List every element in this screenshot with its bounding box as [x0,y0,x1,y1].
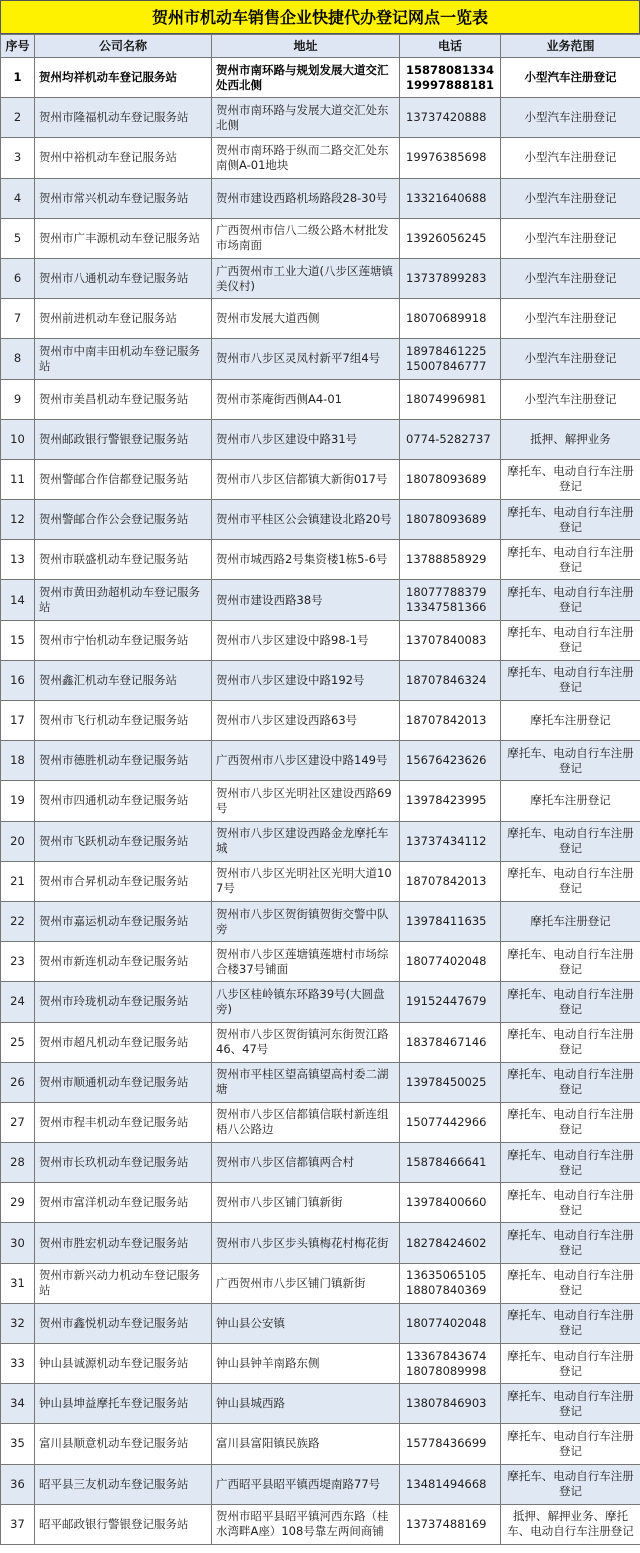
cell-address: 广西贺州市信八二级公路木材批发市场南面 [212,218,400,258]
cell-scope: 摩托车、电动自行车注册登记 [501,942,640,982]
cell-no: 27 [1,1102,35,1142]
table-row [1,98,640,138]
cell-address: 贺州市八步区步头镇梅花村梅花街 [212,1223,400,1263]
cell-no: 26 [1,1062,35,1102]
cell-scope: 摩托车、电动自行车注册登记 [501,741,640,781]
cell-address: 贺州市建设西路38号 [212,580,400,620]
cell-company: 贺州市长玖机动车登记服务站 [35,1143,212,1183]
cell-scope: 摩托车、电动自行车注册登记 [501,620,640,660]
cell-phone: 19976385698 [400,138,501,178]
cell-address: 广西贺州市八步区铺门镇新街 [212,1263,400,1303]
cell-phone: 13788858929 [400,540,501,580]
cell-phone: 13321640688 [400,178,501,218]
cell-phone: 13807846903 [400,1384,501,1424]
cell-company: 贺州警邮合作公会登记服务站 [35,500,212,540]
cell-address: 贺州市八步区光明社区建设西路69号 [212,781,400,821]
cell-company: 昭平邮政银行警银登记服务站 [35,1504,212,1544]
cell-phone: 15778436699 [400,1424,501,1464]
cell-no: 6 [1,258,35,298]
cell-address: 贺州市八步区建设西路63号 [212,701,400,741]
cell-address: 贺州市茶庵街西侧A4-01 [212,379,400,419]
cell-company: 贺州市程丰机动车登记服务站 [35,1102,212,1142]
table-row [1,861,640,901]
cell-scope: 摩托车、电动自行车注册登记 [501,660,640,700]
cell-scope: 摩托车、电动自行车注册登记 [501,1102,640,1142]
table-row [1,419,640,459]
cell-company: 钟山县诚源机动车登记服务站 [35,1344,212,1384]
cell-company: 贺州市玲珑机动车登记服务站 [35,982,212,1022]
cell-address: 贺州市八步区建设中路98-1号 [212,620,400,660]
cell-company: 贺州邮政银行警银登记服务站 [35,419,212,459]
header-company: 公司名称 [35,35,212,58]
cell-no: 23 [1,942,35,982]
table-header-row [1,35,640,58]
cell-company: 贺州市富洋机动车登记服务站 [35,1183,212,1223]
cell-company: 贺州市顺通机动车登记服务站 [35,1062,212,1102]
cell-scope: 小型汽车注册登记 [501,138,640,178]
cell-phone: 13978450025 [400,1062,501,1102]
cell-phone: 0774-5282737 [400,419,501,459]
cell-phone: 13737420888 [400,98,501,138]
table-row [1,58,640,98]
cell-company: 贺州均祥机动车登记服务站 [35,58,212,98]
cell-address: 贺州市发展大道西侧 [212,299,400,339]
cell-no: 7 [1,299,35,339]
cell-address: 贺州市八步区信都镇信联村新连组梧八公路边 [212,1102,400,1142]
cell-phone: 15676423626 [400,741,501,781]
cell-no: 25 [1,1022,35,1062]
cell-scope: 摩托车、电动自行车注册登记 [501,500,640,540]
cell-scope: 小型汽车注册登记 [501,299,640,339]
cell-no: 5 [1,218,35,258]
cell-phone: 18078093689 [400,500,501,540]
cell-scope: 小型汽车注册登记 [501,379,640,419]
cell-address: 贺州市南环路与规划发展大道交汇处西北侧 [212,58,400,98]
cell-no: 20 [1,821,35,861]
cell-phone: 18978461225 15007846777 [400,339,501,379]
table-row [1,138,640,178]
cell-phone: 18070689918 [400,299,501,339]
cell-no: 4 [1,178,35,218]
cell-no: 37 [1,1504,35,1544]
table-row [1,178,640,218]
cell-no: 24 [1,982,35,1022]
cell-scope: 小型汽车注册登记 [501,218,640,258]
cell-company: 贺州市四通机动车登记服务站 [35,781,212,821]
cell-phone: 13367843674 18078089998 [400,1344,501,1384]
cell-address: 贺州市南环路与发展大道交汇处东北侧 [212,98,400,138]
table-row [1,580,640,620]
cell-address: 贺州市八步区信都镇大新街017号 [212,459,400,499]
cell-no: 34 [1,1384,35,1424]
cell-company: 贺州警邮合作信都登记服务站 [35,459,212,499]
cell-scope: 摩托车、电动自行车注册登记 [501,1183,640,1223]
cell-address: 贺州市八步区信都镇两合村 [212,1143,400,1183]
cell-company: 贺州市宁怡机动车登记服务站 [35,620,212,660]
cell-company: 贺州市八通机动车登记服务站 [35,258,212,298]
table-row [1,1183,640,1223]
table-row [1,741,640,781]
cell-company: 贺州市新连机动车登记服务站 [35,942,212,982]
cell-company: 贺州市嘉运机动车登记服务站 [35,901,212,941]
cell-no: 12 [1,500,35,540]
cell-company: 贺州市胜宏机动车登记服务站 [35,1223,212,1263]
cell-address: 钟山县钟羊南路东侧 [212,1344,400,1384]
cell-phone: 13635065105 18807840369 [400,1263,501,1303]
table-row [1,218,640,258]
cell-no: 29 [1,1183,35,1223]
cell-scope: 摩托车、电动自行车注册登记 [501,540,640,580]
table-row [1,781,640,821]
cell-phone: 18278424602 [400,1223,501,1263]
cell-address: 广西贺州市八步区建设中路149号 [212,741,400,781]
header-address: 地址 [212,35,400,58]
cell-no: 10 [1,419,35,459]
table-row [1,258,640,298]
cell-address: 贺州市八步区莲塘镇莲塘村市场综合楼37号铺面 [212,942,400,982]
cell-scope: 小型汽车注册登记 [501,258,640,298]
cell-company: 贺州市超凡机动车登记服务站 [35,1022,212,1062]
cell-address: 贺州市八步区贺街镇河东街贺江路46、47号 [212,1022,400,1062]
cell-scope: 摩托车、电动自行车注册登记 [501,1303,640,1343]
cell-address: 钟山县城西路 [212,1384,400,1424]
cell-phone: 13707840083 [400,620,501,660]
cell-no: 32 [1,1303,35,1343]
header-scope: 业务范围 [501,35,640,58]
cell-address: 八步区桂岭镇东环路39号(大圆盘旁) [212,982,400,1022]
cell-address: 贺州市南环路于纵而二路交汇处东南侧A-01地块 [212,138,400,178]
cell-scope: 摩托车注册登记 [501,901,640,941]
table-row [1,339,640,379]
cell-scope: 摩托车、电动自行车注册登记 [501,1424,640,1464]
cell-no: 19 [1,781,35,821]
cell-scope: 抵押、解押业务、摩托车、电动自行车注册登记 [501,1504,640,1544]
cell-address: 广西贺州市工业大道(八步区莲塘镇美仪村) [212,258,400,298]
cell-phone: 18378467146 [400,1022,501,1062]
cell-address: 贺州市建设西路机场路段28-30号 [212,178,400,218]
cell-scope: 摩托车注册登记 [501,781,640,821]
cell-phone: 19152447679 [400,982,501,1022]
cell-address: 贺州市八步区铺门镇新街 [212,1183,400,1223]
cell-no: 16 [1,660,35,700]
registration-table [0,34,640,1545]
table-row [1,901,640,941]
table-row [1,1102,640,1142]
cell-company: 贺州前进机动车登记服务站 [35,299,212,339]
cell-company: 贺州鑫汇机动车登记服务站 [35,660,212,700]
cell-company: 贺州市美昌机动车登记服务站 [35,379,212,419]
table-row [1,982,640,1022]
cell-company: 钟山县坤益摩托车登记服务站 [35,1384,212,1424]
cell-address: 钟山县公安镇 [212,1303,400,1343]
cell-address: 贺州市八步区建设西路金龙摩托车城 [212,821,400,861]
cell-scope: 摩托车、电动自行车注册登记 [501,861,640,901]
cell-no: 11 [1,459,35,499]
cell-scope: 摩托车、电动自行车注册登记 [501,580,640,620]
cell-phone: 13737899283 [400,258,501,298]
cell-address: 贺州市八步区建设中路31号 [212,419,400,459]
cell-scope: 摩托车、电动自行车注册登记 [501,1022,640,1062]
page-title: 贺州市机动车销售企业快捷代办登记网点一览表 [0,0,640,34]
cell-phone: 13978423995 [400,781,501,821]
cell-address: 贺州市平桂区公会镇建设北路20号 [212,500,400,540]
table-row [1,1263,640,1303]
cell-scope: 摩托车、电动自行车注册登记 [501,1062,640,1102]
table-row [1,379,640,419]
cell-company: 贺州市黄田劲超机动车登记服务站 [35,580,212,620]
cell-company: 贺州市联盛机动车登记服务站 [35,540,212,580]
table-row [1,1143,640,1183]
cell-no: 14 [1,580,35,620]
cell-address: 贺州市八步区建设中路192号 [212,660,400,700]
table-row [1,1223,640,1263]
cell-address: 贺州市八步区灵凤村新平7组4号 [212,339,400,379]
cell-phone: 18078093689 [400,459,501,499]
table-row [1,459,640,499]
cell-phone: 18077402048 [400,1303,501,1343]
cell-scope: 摩托车、电动自行车注册登记 [501,821,640,861]
cell-no: 15 [1,620,35,660]
cell-no: 31 [1,1263,35,1303]
table-row [1,1504,640,1544]
table-row [1,1022,640,1062]
table-row [1,701,640,741]
header-no: 序号 [1,35,35,58]
cell-address: 富川县富阳镇民族路 [212,1424,400,1464]
cell-phone: 18077402048 [400,942,501,982]
cell-scope: 抵押、解押业务 [501,419,640,459]
cell-company: 贺州中裕机动车登记服务站 [35,138,212,178]
cell-phone: 18074996981 [400,379,501,419]
table-row [1,660,640,700]
cell-phone: 13481494668 [400,1464,501,1504]
cell-no: 3 [1,138,35,178]
cell-phone: 18707842013 [400,861,501,901]
table-row [1,1424,640,1464]
header-phone: 电话 [400,35,501,58]
cell-company: 贺州市中南丰田机动车登记服务站 [35,339,212,379]
cell-phone: 13737488169 [400,1504,501,1544]
cell-no: 17 [1,701,35,741]
cell-address: 贺州市八步区光明社区光明大道107号 [212,861,400,901]
cell-phone: 15878081334 19997888181 [400,58,501,98]
cell-company: 贺州市常兴机动车登记服务站 [35,178,212,218]
cell-scope: 摩托车、电动自行车注册登记 [501,459,640,499]
table-row [1,1384,640,1424]
cell-scope: 摩托车、电动自行车注册登记 [501,1263,640,1303]
cell-company: 贺州市合昇机动车登记服务站 [35,861,212,901]
cell-no: 2 [1,98,35,138]
cell-company: 贺州市飞跃机动车登记服务站 [35,821,212,861]
table-row [1,942,640,982]
cell-phone: 18707846324 [400,660,501,700]
cell-scope: 摩托车、电动自行车注册登记 [501,1464,640,1504]
cell-no: 1 [1,58,35,98]
cell-no: 30 [1,1223,35,1263]
cell-no: 36 [1,1464,35,1504]
cell-company: 昭平县三友机动车登记服务站 [35,1464,212,1504]
cell-phone: 18077788379 13347581366 [400,580,501,620]
cell-address: 贺州市八步区贺街镇贺街交警中队旁 [212,901,400,941]
cell-no: 33 [1,1344,35,1384]
cell-no: 8 [1,339,35,379]
cell-scope: 摩托车、电动自行车注册登记 [501,1143,640,1183]
cell-company: 贺州市隆福机动车登记服务站 [35,98,212,138]
table-row [1,540,640,580]
cell-phone: 13926056245 [400,218,501,258]
cell-scope: 摩托车、电动自行车注册登记 [501,1384,640,1424]
cell-phone: 18707842013 [400,701,501,741]
cell-scope: 小型汽车注册登记 [501,98,640,138]
cell-phone: 13978411635 [400,901,501,941]
cell-no: 13 [1,540,35,580]
cell-scope: 摩托车注册登记 [501,701,640,741]
table-row [1,821,640,861]
cell-address: 贺州市昭平县昭平镇河西东路（桂水湾畔A座）108号靠左两间商铺 [212,1504,400,1544]
table-row [1,1062,640,1102]
cell-no: 21 [1,861,35,901]
table-row [1,1464,640,1504]
cell-company: 贺州市鑫悦机动车登记服务站 [35,1303,212,1343]
cell-scope: 摩托车、电动自行车注册登记 [501,1344,640,1384]
cell-company: 贺州市广丰源机动车登记服务站 [35,218,212,258]
cell-no: 22 [1,901,35,941]
cell-address: 广西昭平县昭平镇西堤南路77号 [212,1464,400,1504]
cell-company: 贺州市飞行机动车登记服务站 [35,701,212,741]
cell-company: 贺州市新兴动力机动车登记服务站 [35,1263,212,1303]
cell-phone: 13737434112 [400,821,501,861]
cell-phone: 13978400660 [400,1183,501,1223]
cell-address: 贺州市平桂区望高镇望高村委二湖塘 [212,1062,400,1102]
cell-company: 富川县顺意机动车登记服务站 [35,1424,212,1464]
table-row [1,1303,640,1343]
cell-no: 9 [1,379,35,419]
table-row [1,299,640,339]
table-row [1,1344,640,1384]
cell-no: 18 [1,741,35,781]
cell-phone: 15077442966 [400,1102,501,1142]
table-row [1,620,640,660]
cell-no: 35 [1,1424,35,1464]
cell-no: 28 [1,1143,35,1183]
cell-scope: 摩托车、电动自行车注册登记 [501,982,640,1022]
cell-scope: 小型汽车注册登记 [501,58,640,98]
cell-address: 贺州市城西路2号集资楼1栋5-6号 [212,540,400,580]
cell-company: 贺州市德胜机动车登记服务站 [35,741,212,781]
cell-scope: 小型汽车注册登记 [501,178,640,218]
table-row [1,500,640,540]
cell-scope: 小型汽车注册登记 [501,339,640,379]
cell-phone: 15878466641 [400,1143,501,1183]
cell-scope: 摩托车、电动自行车注册登记 [501,1223,640,1263]
